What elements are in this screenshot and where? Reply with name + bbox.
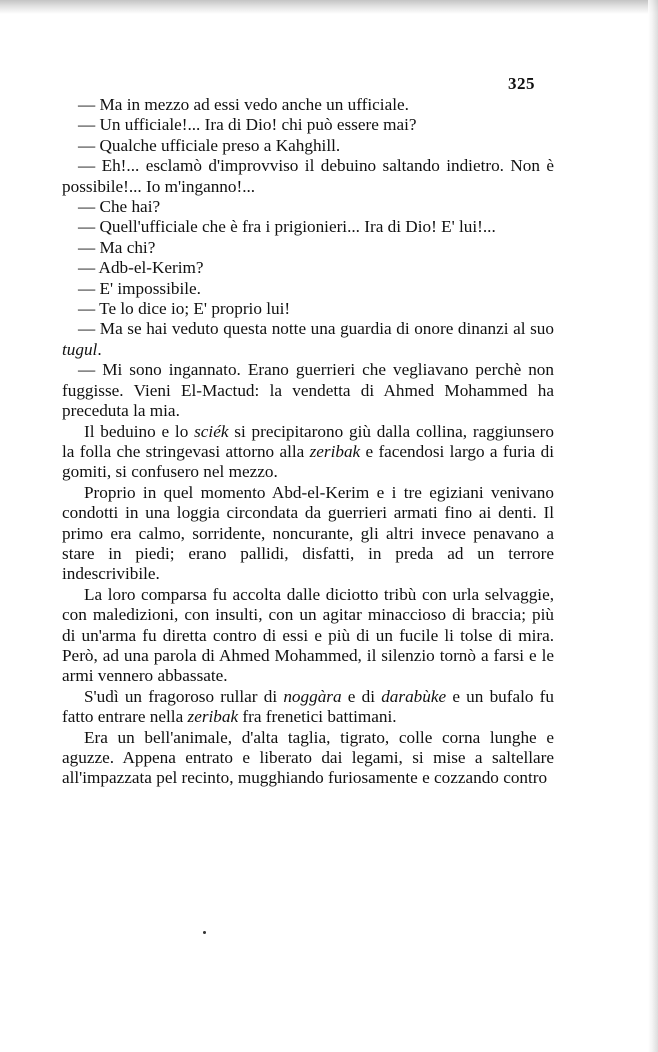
text-run: — Eh!... esclamò d'improvviso il debuino saltando indietro. Non è possibile!... Io m'inganno!... (62, 156, 554, 196)
dialogue-line (62, 136, 554, 156)
text-run: — Un ufficiale!... Ira di Dio! chi può essere mai? (78, 115, 417, 135)
text-run: Proprio in quel momento Abd-el-Kerim e i tre egiziani venivano condotti in una loggia circondata da guerrieri armati fino ai denti. Il primo era calmo, sorridente, noncurante, gli altri invece penavano a stare in piedi; erano pallidi, disfatti, in preda ad un terrore indescrivibile. (62, 482, 554, 584)
paragraph (62, 483, 554, 585)
text-run: e di (341, 686, 382, 706)
text-run: — Mi sono ingannato. Erano guerrieri che vegliavano perchè non fuggisse. Vieni El-Mactud: la vendetta di Ahmed Mohammed ha preceduta la mia. (62, 360, 554, 421)
italic-term: sciék (194, 421, 229, 441)
dialogue-line (62, 299, 554, 319)
text-run: S'udì un fragoroso rullar di (84, 686, 284, 706)
text-run: fra frenetici battimani. (238, 707, 397, 727)
text-run: — Che hai? (78, 197, 161, 217)
ink-speck (203, 931, 206, 934)
text-run: — Te lo dice io; E' proprio lui! (78, 299, 291, 319)
text-run: — E' impossibile. (78, 278, 201, 298)
paragraph (62, 422, 554, 483)
scan-edge-top (0, 0, 658, 14)
text-run: — Quell'ufficiale che è fra i prigionieri... Ira di Dio! E' lui!... (78, 217, 496, 237)
text-run: Era un bell'animale, d'alta taglia, tigrato, colle corna lunghe e aguzze. Appena entrato e liberato dai legami, si mise a saltellare all'impazzata pel recinto, mugghiando furiosamente e cozzando contro (62, 727, 554, 788)
text-run: e facendosi largo a furia di gomiti, si confusero nel mezzo. (62, 441, 554, 482)
dialogue-line (62, 319, 554, 360)
text-run: — Ma se hai veduto questa notte una guardia di onore dinanzi al suo (78, 319, 554, 339)
dialogue-line (62, 197, 554, 217)
page-number: 325 (508, 74, 535, 93)
dialogue-line (62, 115, 554, 135)
text-run: La loro comparsa fu accolta dalle diciotto tribù con urla selvaggie, con maledizioni, con insulti, con un agitar minaccioso di braccia; più di un'arma fu diretta contro di essi e più di un fucile li tolse di mira. Però, ad una parola di Ahmed Mohammed, il silenzio tornò a farsi e le armi vennero abbassate. (62, 584, 554, 686)
italic-term: tugul (62, 339, 98, 359)
text-run: — Qualche ufficiale preso a Kahghill. (78, 135, 341, 155)
italic-term: noggàra (283, 686, 342, 706)
scan-edge-right (648, 0, 658, 1052)
text-run: — Adb-el-Kerim? (78, 258, 204, 278)
italic-term: zeribak (309, 441, 361, 461)
text-run: — Ma in mezzo ad essi vedo anche un ufficiale. (78, 95, 409, 114)
text-run: — Ma chi? (78, 237, 156, 257)
text-run: Il beduino e lo (84, 421, 195, 441)
dialogue-line (62, 217, 554, 237)
dialogue-line (62, 95, 554, 115)
dialogue-line (62, 156, 554, 197)
body-text (62, 95, 554, 789)
dialogue-line (62, 258, 554, 278)
paragraph (62, 728, 554, 789)
text-run: . (97, 339, 102, 359)
text-run: si precipitarono giù dalla collina, raggiunsero la folla che stringevasi attorno alla (62, 421, 554, 461)
dialogue-line (62, 238, 554, 258)
dialogue-line (62, 279, 554, 299)
dialogue-line (62, 360, 554, 421)
italic-term: darabùke (381, 686, 447, 706)
text-run: e un bufalo fu fatto entrare nella (62, 686, 555, 727)
paragraph (62, 585, 554, 687)
italic-term: zeribak (187, 707, 239, 727)
paragraph (62, 687, 554, 728)
